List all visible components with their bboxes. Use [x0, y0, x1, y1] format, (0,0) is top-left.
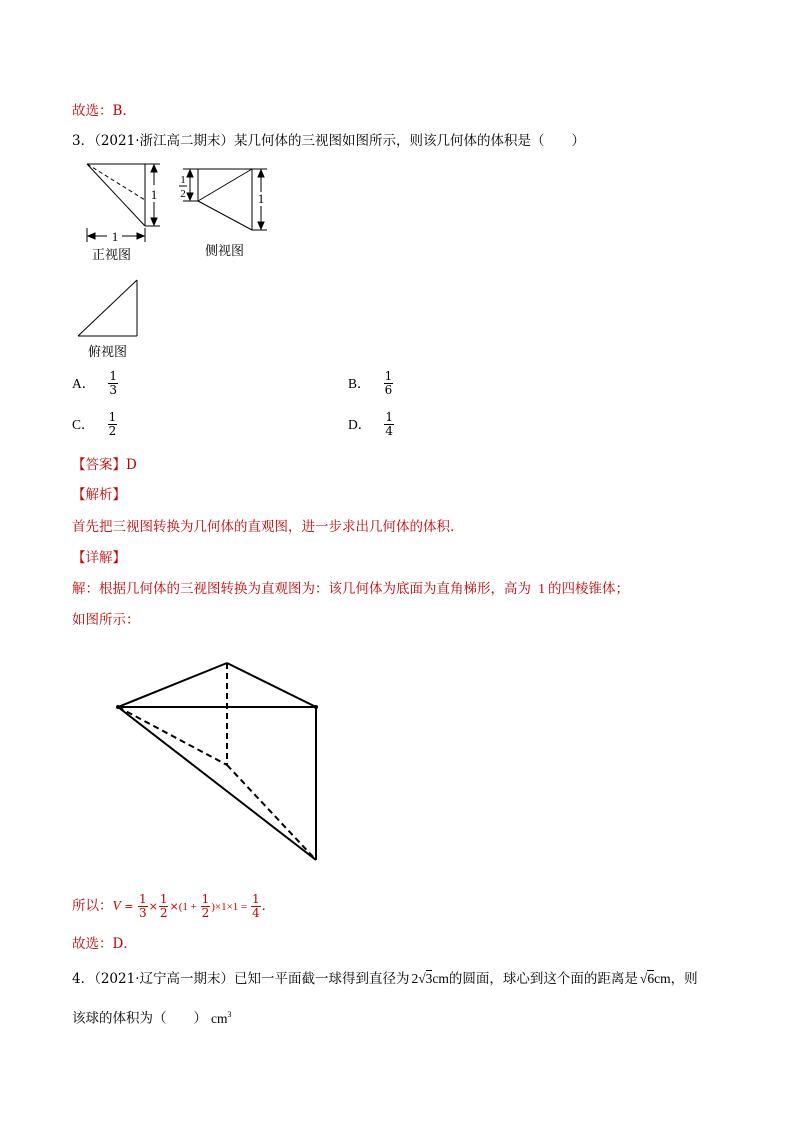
top-view	[78, 280, 137, 336]
option-b-den: 6	[384, 383, 393, 397]
f3-den: 2	[201, 906, 210, 920]
q4-text-c: ，则	[670, 971, 698, 987]
detail-text-b: 的四棱锥体；	[548, 581, 630, 597]
question-4-line-1	[72, 970, 698, 988]
option-c-num: 1	[108, 410, 117, 424]
q4-text-a: 4．（2021·辽宁高一期末）已知一平面截一球得到直径为	[72, 971, 410, 987]
formula-v: V	[112, 898, 121, 913]
formula-times-2: ×	[169, 900, 179, 913]
answer-value: D	[126, 457, 137, 473]
front-view-label: 正视图	[92, 248, 132, 263]
option-d[interactable]	[348, 411, 395, 438]
option-a-fraction	[108, 370, 118, 397]
option-c-den: 2	[108, 424, 117, 438]
f3-num: 1	[201, 892, 210, 906]
formula-tail: ×1×1 =	[214, 901, 250, 913]
as-shown-text: 如图所示：	[72, 612, 140, 628]
option-c-letter: C．	[72, 417, 95, 432]
side-view-label: 侧视图	[205, 244, 245, 259]
hidden-edge-left	[118, 707, 227, 765]
option-a-letter: A．	[72, 376, 96, 391]
q4-unit: cm	[211, 1010, 228, 1026]
edge-left-bottom	[118, 707, 316, 860]
option-b-letter: B．	[348, 376, 371, 391]
option-b-num: 1	[384, 369, 393, 383]
f2-den: 2	[159, 906, 168, 920]
detail-text-a: 解：根据几何体的三视图转换为直观图为：该几何体为底面为直角梯形，高为	[72, 581, 531, 597]
q4-sqrt3: √3	[418, 971, 433, 986]
side-dim-height: 1	[257, 191, 265, 206]
q4-unit-exp: 3	[227, 1010, 232, 1019]
option-d-den: 4	[385, 424, 393, 438]
front-view	[87, 164, 160, 242]
formula-frac-3	[201, 893, 211, 920]
previous-answer: 故选：B.	[72, 103, 127, 119]
hidden-edge-bottom	[227, 765, 316, 860]
front-dim-width: 1	[111, 229, 119, 244]
q4-sqrt6: √6	[639, 971, 655, 986]
q4-two: 2	[411, 971, 419, 986]
formula-end: ．	[261, 898, 276, 914]
front-dim-height: 1	[150, 187, 158, 202]
pyramid-figure	[110, 655, 330, 870]
option-d-num: 1	[385, 410, 393, 424]
option-a[interactable]	[72, 370, 119, 397]
option-c-fraction	[108, 411, 118, 438]
edge-left-top	[118, 663, 227, 707]
option-d-fraction	[384, 411, 394, 438]
option-a-num: 1	[109, 369, 117, 383]
formula-eq: =	[120, 900, 137, 913]
formula-times-1: ×	[148, 900, 158, 913]
option-d-letter: D．	[348, 417, 372, 432]
f2-num: 1	[159, 892, 168, 906]
therefore-label: 所以：	[72, 898, 113, 914]
side-dim-half-num: 1	[180, 174, 186, 186]
volume-formula	[72, 893, 275, 920]
edge-top-right	[227, 663, 316, 707]
detail-text	[72, 580, 629, 598]
f1-num: 1	[138, 892, 147, 906]
f1-den: 3	[138, 906, 147, 920]
question-4-line-2	[72, 1006, 232, 1028]
analysis-text: 首先把三视图转换为几何体的直观图，进一步求出几何体的体积．	[72, 519, 464, 535]
question-3-stem: 3．（2021·浙江高二期末）某几何体的三视图如图所示，则该几何体的体积是（ ）	[72, 133, 585, 149]
top-view-label: 俯视图	[88, 345, 128, 360]
f4-den: 4	[252, 906, 260, 920]
vertex-left	[116, 705, 120, 709]
detail-tag: 【详解】	[72, 550, 126, 566]
detail-height-value: 1	[538, 581, 546, 596]
q4-cm-1: cm	[432, 971, 449, 986]
final-answer: 故选：D．	[72, 936, 137, 952]
q4-cm-2: cm	[654, 971, 671, 986]
side-dim-half-den: 2	[180, 188, 186, 200]
vertex-right	[314, 705, 318, 709]
option-b[interactable]	[348, 370, 394, 397]
formula-frac-1	[138, 893, 148, 920]
formula-frac-2	[159, 893, 169, 920]
q4-line2: 该球的体积为（ ）	[72, 1010, 207, 1027]
analysis-tag: 【解析】	[72, 487, 126, 503]
f4-num: 1	[252, 892, 260, 906]
option-b-fraction	[384, 370, 394, 397]
answer-tag: 【答案】	[72, 457, 126, 473]
q4-sqrt3-radicand: 3	[425, 971, 433, 986]
formula-paren-open: (1 +	[178, 901, 200, 913]
q4-text-b: 的圆面，球心到这个面的距离是	[448, 971, 638, 987]
q4-sqrt6-radicand: 6	[647, 971, 655, 986]
formula-frac-4	[251, 893, 261, 920]
option-a-den: 3	[109, 383, 117, 397]
formula-paren-close: )	[211, 901, 215, 913]
side-view	[179, 169, 267, 230]
option-c[interactable]	[72, 411, 118, 438]
answer-line	[72, 456, 137, 474]
